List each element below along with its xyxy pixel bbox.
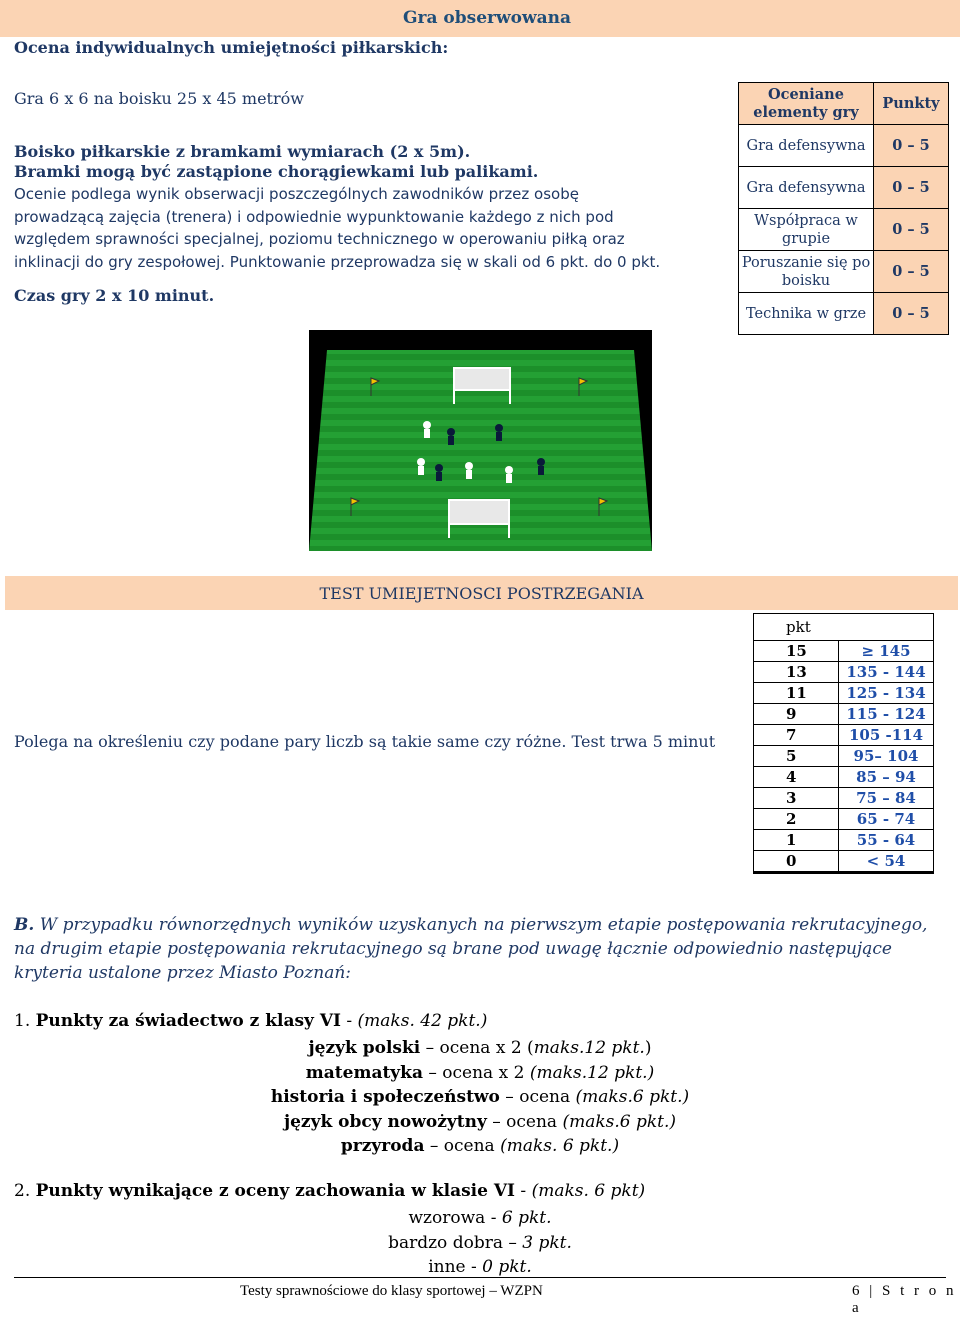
score-range: 125 - 134 — [839, 683, 934, 704]
score-table-header: pkt — [754, 614, 934, 641]
table-row — [739, 209, 949, 251]
paragraph-line: inklinacji do gry zespołowej. Punktowanie przeprowadza się w skali od 6 pkt. do 0 pkt. — [14, 252, 661, 271]
score-pkt: 3 — [754, 788, 839, 809]
paragraph-line: prowadzącą zajęcia (trenera) i odpowiednie wypunktowanie każdego z nich pod — [14, 207, 614, 226]
section-title: Ocena indywidualnych umiejętności piłkarskich: — [14, 38, 449, 57]
list-item — [0, 1231, 960, 1256]
element-points: 0 – 5 — [874, 251, 949, 293]
test-title: TEST UMIEJETNOSCI POSTRZEGANIA — [319, 584, 644, 603]
item-max: (maks.6 pkt.) — [562, 1111, 677, 1132]
table-row — [754, 641, 934, 662]
table-row — [754, 725, 934, 746]
list-item — [0, 1085, 960, 1110]
table-row — [754, 767, 934, 788]
item-rest: – ocena — [424, 1136, 501, 1156]
element-points: 0 – 5 — [874, 293, 949, 335]
game-time: Czas gry 2 x 10 minut. — [14, 286, 215, 305]
item-max: (maks.12 pkt.) — [529, 1062, 655, 1083]
section-b-line: W przypadku równorzędnych wyników uzyskanych na pierwszym etapie postępowania rekrutacyjnego, — [39, 915, 928, 935]
score-pkt: 15 — [754, 641, 839, 662]
criteria-2-max: (maks. 6 pkt) — [531, 1181, 646, 1201]
item-rest: – ocena x 2 — [422, 1062, 530, 1083]
section-b-letter: B. — [14, 915, 35, 935]
table-row — [739, 251, 949, 293]
list-item — [0, 1255, 960, 1280]
table-row — [754, 746, 934, 767]
test-description: Polega na określeniu czy podane pary liczb są takie same czy różne. Test trwa 5 minut — [14, 732, 716, 751]
list-item — [0, 1061, 960, 1086]
footer-divider — [14, 1277, 946, 1278]
score-range: 65 - 74 — [839, 809, 934, 830]
item-rest: – ocena x 2 ( — [420, 1038, 534, 1058]
element-points: 0 – 5 — [874, 167, 949, 209]
footer-text: Testy sprawnościowe do klasy sportowej – WZPN — [240, 1283, 543, 1299]
element-points: 0 – 5 — [874, 125, 949, 167]
element-name: Współpraca w grupie — [739, 209, 874, 251]
criteria-1-num: 1. — [14, 1011, 31, 1031]
table-row — [754, 788, 934, 809]
subject: matematyka — [305, 1062, 423, 1083]
score-pkt: 7 — [754, 725, 839, 746]
table-row — [754, 662, 934, 683]
criteria-2-title: Punkty wynikające z oceny zachowania w klasie VI — [35, 1181, 516, 1201]
subject: język polski — [308, 1038, 421, 1058]
item-rest: – ocena — [499, 1087, 576, 1107]
game-line-2: Boisko piłkarskie z bramkami wymiarach (2 x 5m). — [14, 142, 471, 161]
score-pkt: 9 — [754, 704, 839, 725]
score-pkt: 11 — [754, 683, 839, 704]
table-row — [754, 851, 934, 873]
football-pitch-icon — [309, 330, 652, 551]
game-line-3: Bramki mogą być zastąpione chorągiewkami lub palikami. — [14, 162, 539, 181]
criteria-1-title: Punkty za świadectwo z klasy VI — [35, 1011, 341, 1031]
score-pkt: 4 — [754, 767, 839, 788]
points-header: Punkty — [874, 83, 949, 125]
criteria-1-heading — [14, 1011, 487, 1031]
table-row — [739, 293, 949, 335]
score-range: 105 -114 — [839, 725, 934, 746]
list-item — [0, 1206, 960, 1231]
score-range: 85 – 94 — [839, 767, 934, 788]
table-row — [739, 125, 949, 167]
criteria-1-list — [0, 1036, 960, 1159]
score-pkt: 13 — [754, 662, 839, 683]
subject: przyroda — [340, 1136, 425, 1156]
subject: język obcy nowożytny — [283, 1111, 487, 1132]
list-item — [0, 1134, 960, 1159]
elements-table — [738, 82, 949, 335]
element-name: Technika w grze — [739, 293, 874, 335]
score-pkt: 0 — [754, 851, 839, 873]
paragraph-line: względem sprawności specjalnej, poziomu technicznego w operowaniu piłką oraz — [14, 230, 625, 248]
item-label: inne - — [428, 1257, 483, 1277]
table-row — [739, 167, 949, 209]
paragraph-line: Ocenie podlega wynik obserwacji poszczególnych zawodników przez osobę — [14, 185, 579, 203]
item-max: (maks.6 pkt.) — [575, 1087, 690, 1107]
score-range: 115 - 124 — [839, 704, 934, 725]
score-pkt: 1 — [754, 830, 839, 851]
score-pkt: 5 — [754, 746, 839, 767]
score-range: < 54 — [839, 851, 934, 873]
page-title: Gra obserwowana — [403, 8, 571, 28]
score-range: 135 - 144 — [839, 662, 934, 683]
page-number: 6 | S t r o n a — [852, 1283, 957, 1316]
score-range: 55 - 64 — [839, 830, 934, 851]
element-name: Gra defensywna — [739, 125, 874, 167]
criteria-2-heading — [14, 1181, 645, 1201]
table-row — [754, 809, 934, 830]
table-row — [754, 704, 934, 725]
subject: historia i społeczeństwo — [270, 1087, 500, 1107]
item-value: 0 pkt. — [482, 1257, 532, 1277]
list-item — [0, 1036, 960, 1061]
criteria-1-sep: - — [340, 1011, 358, 1031]
criteria-1-max: (maks. 42 pkt.) — [357, 1011, 488, 1031]
elements-header: Oceniane elementy gry — [739, 83, 874, 125]
item-end: ) — [644, 1038, 652, 1058]
criteria-2-num: 2. — [14, 1181, 31, 1201]
criteria-2-sep: - — [515, 1181, 532, 1201]
score-table — [753, 613, 934, 874]
game-line-1: Gra 6 x 6 na boisku 25 x 45 metrów — [14, 89, 304, 108]
list-item — [0, 1110, 960, 1135]
item-value: 3 pkt. — [522, 1232, 572, 1253]
score-range: 75 – 84 — [839, 788, 934, 809]
item-max: (maks. 6 pkt.) — [500, 1136, 620, 1156]
table-row — [754, 683, 934, 704]
item-label: bardzo dobra – — [388, 1232, 523, 1253]
criteria-2-list — [0, 1206, 960, 1280]
element-points: 0 – 5 — [874, 209, 949, 251]
score-range: 95– 104 — [839, 746, 934, 767]
element-name: Poruszanie się po boisku — [739, 251, 874, 293]
section-b — [14, 913, 949, 985]
game-paragraph — [14, 183, 734, 273]
section-b-line: kryteria ustalone przez Miasto Poznań: — [14, 963, 352, 983]
item-value: 6 pkt. — [501, 1208, 552, 1228]
football-pitch-image — [309, 330, 652, 551]
item-rest: – ocena — [486, 1111, 563, 1132]
score-pkt: 2 — [754, 809, 839, 830]
item-label: wzorowa - — [408, 1208, 502, 1228]
section-b-line: na drugim etapie postępowania rekrutacyjnego są brane pod uwagę łącznie odpowiednio następujące — [14, 939, 892, 959]
table-row — [754, 830, 934, 851]
score-range: ≥ 145 — [839, 641, 934, 662]
item-max: maks.12 pkt. — [533, 1038, 645, 1058]
element-name: Gra defensywna — [739, 167, 874, 209]
